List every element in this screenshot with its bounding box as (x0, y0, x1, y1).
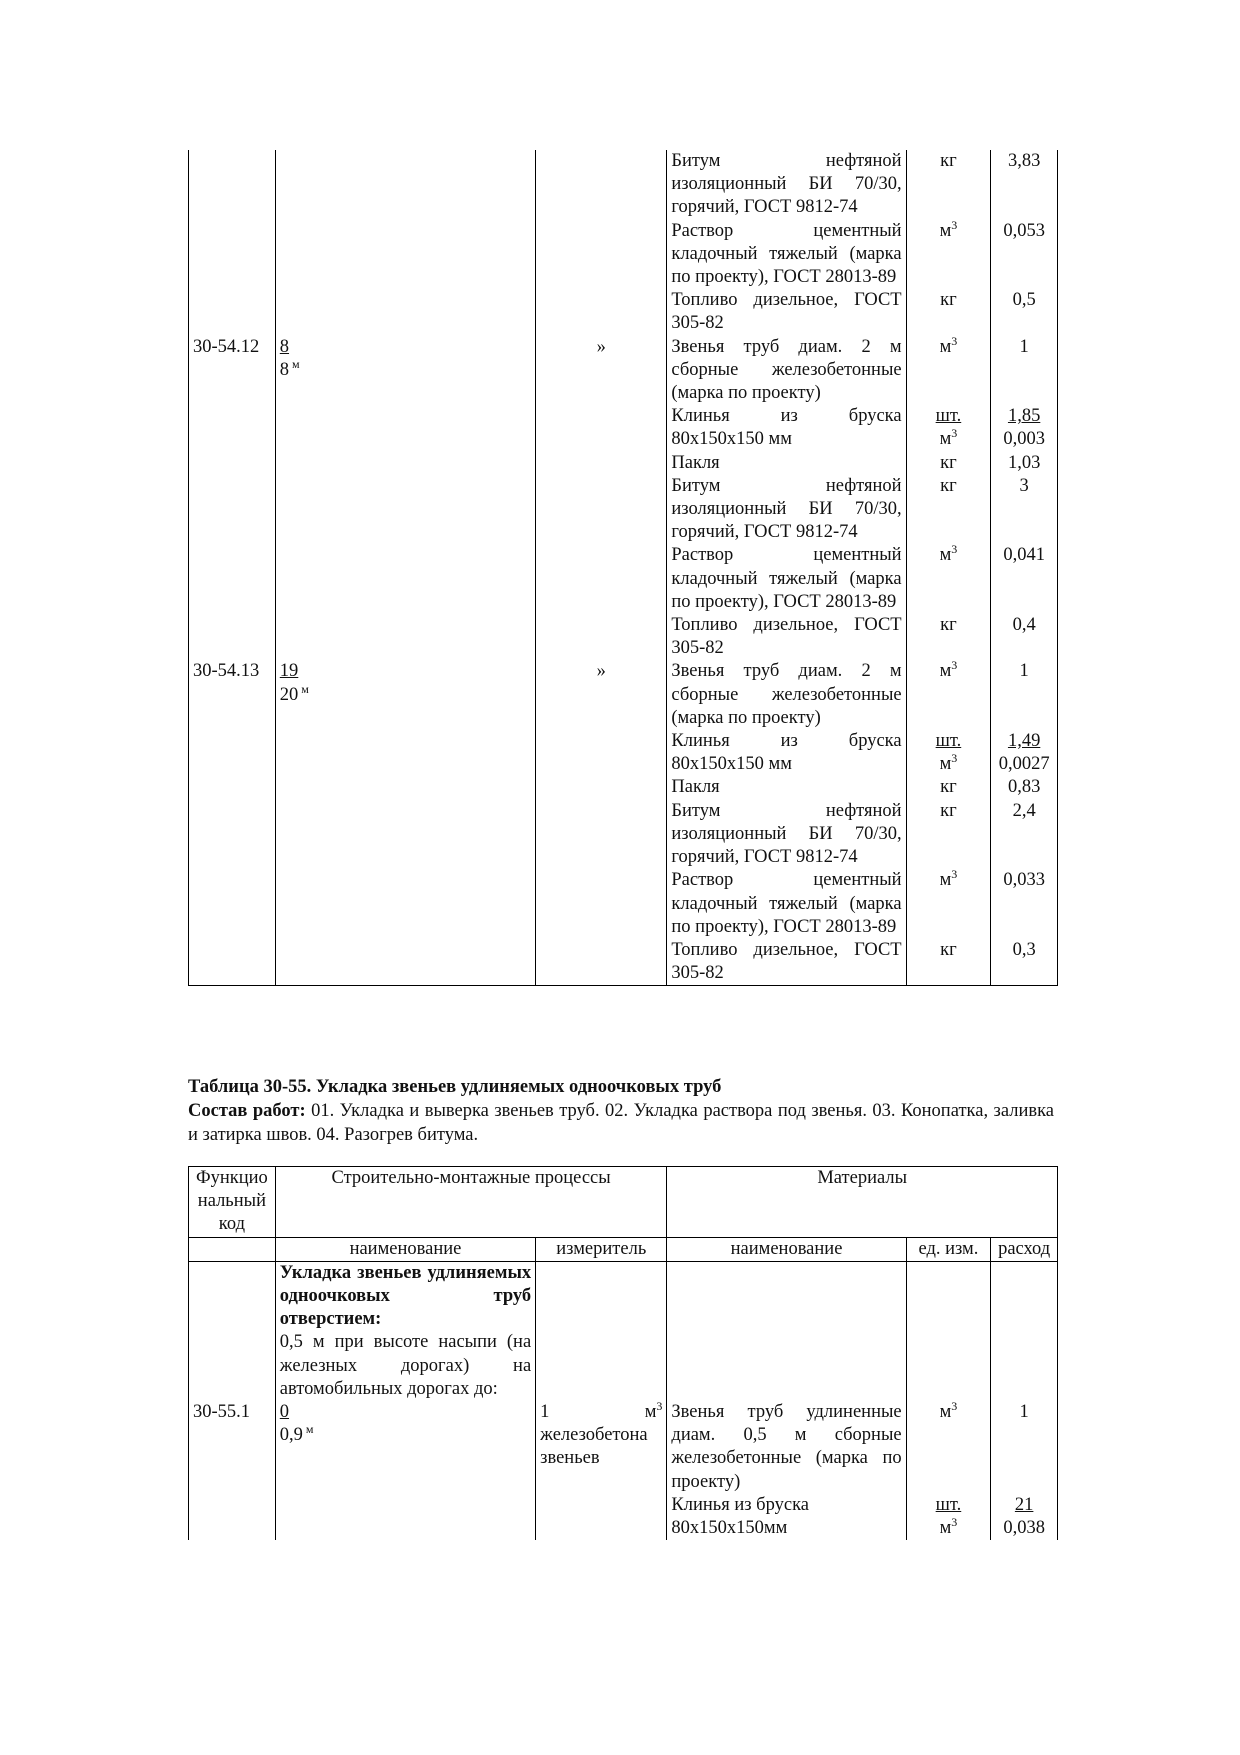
row-process (275, 1401, 535, 1494)
unit-sup: 3 (951, 542, 958, 557)
header-mat-name: наименование (667, 1237, 906, 1261)
unit-sup: 3 (951, 867, 958, 882)
row-code: 30-54.12 (189, 336, 276, 406)
row-amount: 0,83 (991, 776, 1058, 799)
row-material: Клинья из бруска 80x150x150мм (667, 1494, 906, 1540)
row-unit (906, 405, 991, 451)
row-code (189, 475, 276, 545)
row-material: Звенья труб удлиненные диам. 0,5 м сборные железобетонные (марка по проекту) (667, 1401, 906, 1494)
materials-table-continued (188, 150, 1058, 986)
row-amount: 0,053 (991, 220, 1058, 290)
row-measure (536, 1398, 667, 1494)
row-code (189, 452, 276, 475)
height-to: 8 (279, 359, 290, 380)
row-amount: 3,83 (991, 150, 1058, 220)
row-material: Раствор цементный кладочный тяжелый (марка по проекту), ГОСТ 28013-89 (667, 220, 906, 290)
row-measure (536, 475, 667, 545)
row-measure (536, 452, 667, 475)
unit-text-2: м (939, 754, 952, 775)
row-measure (536, 289, 667, 335)
measure-qty: 1 (540, 1402, 550, 1423)
group-description: 0,5 м при высоте насыпи (на железных дорогах) на автомобильных дорогах до: (275, 1331, 535, 1401)
unit-text: кг (940, 777, 957, 798)
row-amount (991, 405, 1058, 451)
table-row (189, 289, 1058, 335)
row-process (275, 869, 535, 939)
unit-text: кг (940, 151, 957, 171)
row-unit (906, 660, 991, 730)
row-code (189, 800, 276, 870)
row-measure (536, 150, 667, 220)
unit-sup: 3 (951, 426, 958, 441)
row-process (275, 730, 535, 776)
header-empty (189, 1237, 276, 1261)
amount-value: 1,49 (1007, 731, 1041, 752)
meter-suffix: м (292, 356, 300, 371)
amount-value-2: 0,003 (1003, 429, 1045, 450)
unit-sup: 3 (951, 658, 958, 673)
table-row (189, 336, 1058, 406)
table-row (189, 475, 1058, 545)
row-code (189, 730, 276, 776)
row-code (189, 614, 276, 660)
unit-text: шт. (935, 1494, 962, 1515)
header-functional-code: Функцио нальный код (189, 1167, 276, 1238)
row-process (275, 800, 535, 870)
row-code (189, 405, 276, 451)
row-amount: 0,3 (991, 939, 1058, 986)
row-material: Раствор цементный кладочный тяжелый (марка по проекту), ГОСТ 28013-89 (667, 544, 906, 614)
row-material: Битум нефтяной изоляционный БИ 70/30, горячий, ГОСТ 9812-74 (667, 800, 906, 870)
row-code (189, 939, 276, 986)
group-title: Укладка звеньев удлиняемых одноочковых труб отверстием: (275, 1261, 535, 1331)
row-amount: 3 (991, 475, 1058, 545)
row-process (275, 544, 535, 614)
height-to: 0,9 (279, 1425, 303, 1446)
row-amount (991, 730, 1058, 776)
row-process (275, 289, 535, 335)
amount-value: 21 (1014, 1494, 1034, 1515)
amount-value-2: 0,038 (1003, 1518, 1045, 1539)
row-measure (536, 869, 667, 939)
table-row (189, 405, 1058, 451)
unit-sup: 3 (951, 751, 958, 766)
row-unit (906, 289, 991, 335)
row-unit (906, 776, 991, 799)
unit-text: кг (940, 615, 957, 636)
row-unit (906, 1494, 991, 1540)
unit-text: м (939, 545, 952, 566)
row-measure (536, 614, 667, 660)
unit-text: кг (940, 290, 957, 311)
unit-sup: 3 (951, 217, 958, 232)
unit-text: м (939, 661, 952, 682)
height-from: 0 (279, 1402, 290, 1423)
row-unit (906, 475, 991, 545)
row-unit (906, 544, 991, 614)
row-material: Раствор цементный кладочный тяжелый (марка по проекту), ГОСТ 28013-89 (667, 869, 906, 939)
row-material: Битум нефтяной изоляционный БИ 70/30, горячий, ГОСТ 9812-74 (667, 150, 906, 220)
measure-rest: железобетона звеньев (540, 1425, 648, 1469)
row-amount: 2,4 (991, 800, 1058, 870)
work-composition (188, 1099, 1054, 1147)
amount-value-2: 0,0027 (998, 754, 1050, 775)
row-unit (906, 150, 991, 220)
header-name: наименование (275, 1237, 535, 1261)
row-material: Звенья труб диам. 2 м сборные железобетонные (марка по проекту) (667, 660, 906, 730)
row-amount: 0,5 (991, 289, 1058, 335)
table-title: Таблица 30-55. Укладка звеньев удлиняемых одноочковых труб (188, 1077, 722, 1097)
row-amount: 1 (991, 660, 1058, 730)
table-row (189, 939, 1058, 986)
table-row (189, 1494, 1058, 1540)
row-process (275, 939, 535, 986)
row-code: 30-54.13 (189, 660, 276, 730)
measure-unit: м (644, 1402, 657, 1423)
row-process (275, 614, 535, 660)
row-unit (906, 333, 991, 406)
row-measure (536, 800, 667, 870)
meter-suffix: м (305, 1422, 314, 1437)
table-row (189, 150, 1058, 220)
row-material: Топливо дизельное, ГОСТ 305-82 (667, 939, 906, 986)
header-row-1 (189, 1167, 1058, 1238)
measure-sup: 3 (656, 1398, 663, 1413)
unit-text-2: м (939, 429, 952, 450)
row-material: Пакля (667, 452, 906, 475)
row-amount: 1,03 (991, 452, 1058, 475)
row-measure (536, 405, 667, 451)
unit-sup: 3 (951, 1514, 958, 1529)
group-title-row (189, 1261, 1058, 1331)
row-measure (536, 544, 667, 614)
row-measure (536, 939, 667, 986)
table-row (189, 800, 1058, 870)
row-unit (906, 730, 991, 776)
unit-text: м (939, 870, 952, 891)
row-code (189, 869, 276, 939)
amount-value: 1,85 (1007, 406, 1041, 427)
table-30-55 (188, 1166, 1058, 1540)
header-materials: Материалы (667, 1167, 1058, 1238)
unit-text: кг (940, 800, 957, 821)
work-composition-text: 01. Укладка и выверка звеньев труб. 02. Укладка раствора под звенья. 03. Конопатка, заливка и затирка швов. 04. Разогрев битума. (188, 1101, 1054, 1145)
row-code (189, 776, 276, 799)
table-row (189, 730, 1058, 776)
row-material: Клинья из бруска 80x150x150 мм (667, 405, 906, 451)
work-composition-label: Состав работ: (188, 1101, 306, 1121)
row-amount: 0,4 (991, 614, 1058, 660)
unit-text: м (939, 336, 952, 357)
row-process (275, 475, 535, 545)
header-unit: ед. изм. (906, 1237, 991, 1261)
row-process (275, 405, 535, 451)
unit-sup: 3 (951, 333, 958, 348)
row-amount: 0,033 (991, 869, 1058, 939)
row-code (189, 150, 276, 220)
table-row (189, 660, 1058, 730)
row-material: Пакля (667, 776, 906, 799)
table-row (189, 452, 1058, 475)
section-header (188, 1075, 1054, 1147)
table-row (189, 544, 1058, 614)
row-code (189, 544, 276, 614)
unit-text: кг (940, 939, 957, 960)
header-measure: измеритель (536, 1237, 667, 1261)
unit-text: кг (940, 452, 957, 473)
row-process (275, 150, 535, 220)
row-amount: 1 (991, 1401, 1058, 1494)
row-process (275, 336, 535, 406)
row-unit (906, 800, 991, 870)
table-row (189, 776, 1058, 799)
unit-text: шт. (935, 731, 962, 752)
row-measure: » (536, 336, 667, 406)
table-row (189, 869, 1058, 939)
row-process (275, 776, 535, 799)
header-consumption: расход (991, 1237, 1058, 1261)
row-process (275, 660, 535, 730)
row-code (189, 220, 276, 290)
row-material: Битум нефтяной изоляционный БИ 70/30, горячий, ГОСТ 9812-74 (667, 475, 906, 545)
row-unit (906, 217, 991, 290)
row-measure (536, 730, 667, 776)
height-from: 19 (279, 661, 299, 682)
height-to: 20 (279, 684, 299, 705)
header-processes: Строительно-монтажные процессы (275, 1167, 667, 1238)
row-amount: 1 (991, 336, 1058, 406)
height-from: 8 (279, 336, 290, 357)
row-material: Клинья из бруска 80x150x150 мм (667, 730, 906, 776)
row-code (189, 289, 276, 335)
row-unit (906, 1398, 991, 1494)
row-amount: 0,041 (991, 544, 1058, 614)
unit-text-2: м (939, 1518, 952, 1539)
row-material: Топливо дизельное, ГОСТ 305-82 (667, 289, 906, 335)
row-measure (536, 776, 667, 799)
unit-text: шт. (935, 406, 962, 427)
unit-sup: 3 (951, 1398, 958, 1413)
meter-suffix: м (301, 681, 309, 696)
row-unit (906, 452, 991, 475)
row-process (275, 220, 535, 290)
row-material: Топливо дизельное, ГОСТ 305-82 (667, 614, 906, 660)
table-row (189, 1401, 1058, 1494)
unit-text: м (939, 1402, 952, 1423)
row-measure (536, 220, 667, 290)
row-amount (991, 1494, 1058, 1540)
row-code: 30-55.1 (189, 1401, 276, 1494)
table-row (189, 614, 1058, 660)
row-unit (906, 869, 991, 939)
row-process (275, 452, 535, 475)
unit-text: кг (940, 475, 957, 496)
row-unit (906, 939, 991, 986)
row-material: Звенья труб диам. 2 м сборные железобетонные (марка по проекту) (667, 336, 906, 406)
unit-text: м (939, 220, 952, 241)
group-desc-row (189, 1331, 1058, 1401)
row-measure: » (536, 660, 667, 730)
row-unit (906, 614, 991, 660)
header-row-2 (189, 1237, 1058, 1261)
table-row (189, 220, 1058, 290)
